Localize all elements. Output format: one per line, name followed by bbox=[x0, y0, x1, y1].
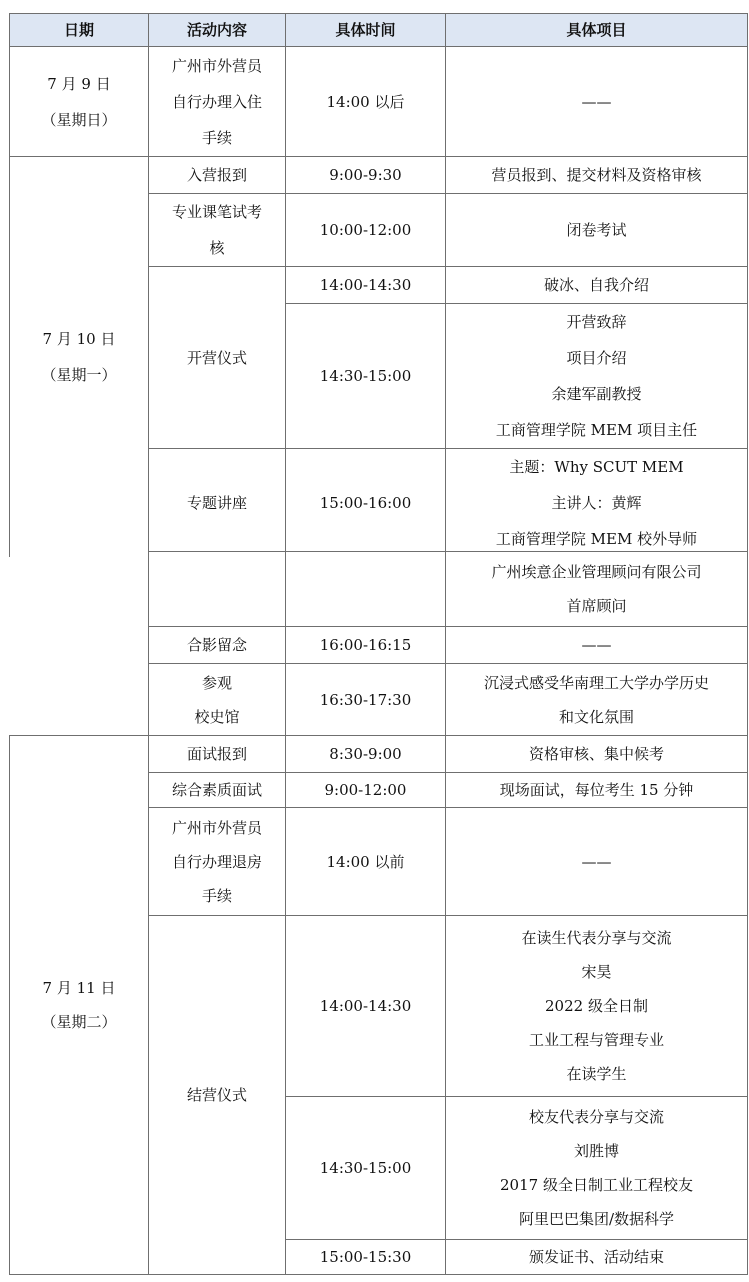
time-cell: 9:00-12:00 bbox=[286, 773, 446, 808]
activity-text: 手续 bbox=[201, 128, 232, 147]
time-cell: 14:00 以前 bbox=[286, 808, 446, 916]
time-cell: 14:00-14:30 bbox=[286, 267, 446, 304]
item-cell: —— bbox=[446, 808, 748, 916]
item-text: 工商管理学院 MEM 校外导师 bbox=[495, 530, 698, 548]
item-cell: 颁发证书、活动结束 bbox=[446, 1240, 748, 1275]
date-text: 7 月 9 日 bbox=[47, 74, 111, 93]
time-cell: 16:30-17:30 bbox=[286, 664, 446, 736]
date-cell-continued bbox=[10, 552, 149, 736]
activity-cell: 合影留念 bbox=[149, 627, 286, 664]
item-text: 开营致辞 bbox=[566, 313, 627, 331]
item-cell bbox=[446, 664, 748, 736]
time-cell: 15:00-15:30 bbox=[286, 1240, 446, 1275]
item-text: 校友代表分享与交流 bbox=[528, 1108, 664, 1126]
activity-cell bbox=[149, 47, 286, 157]
time-cell bbox=[286, 552, 446, 627]
item-cell: 破冰、自我介绍 bbox=[446, 267, 748, 304]
item-text: 刘胜博 bbox=[573, 1142, 619, 1160]
header-row bbox=[10, 14, 748, 47]
activity-cell: 结营仪式 bbox=[149, 916, 286, 1275]
time-cell: 14:00 以后 bbox=[286, 47, 446, 157]
date-cell bbox=[10, 47, 149, 157]
item-text: 广州埃意企业管理顾问有限公司 bbox=[491, 563, 702, 581]
activity-text: 校史馆 bbox=[194, 707, 240, 726]
activity-cell bbox=[149, 664, 286, 736]
item-text: 宋昊 bbox=[581, 963, 612, 981]
activity-text: 自行办理入住 bbox=[171, 92, 262, 111]
date-text: 7 月 11 日 bbox=[42, 979, 116, 997]
time-cell: 14:00-14:30 bbox=[286, 916, 446, 1097]
activity-cell: 入营报到 bbox=[149, 157, 286, 194]
item-text: 项目介绍 bbox=[566, 349, 627, 367]
header-activity: 活动内容 bbox=[149, 14, 286, 47]
time-cell: 8:30-9:00 bbox=[286, 736, 446, 773]
item-cell bbox=[446, 1097, 748, 1240]
schedule-table-bottom bbox=[9, 551, 748, 1275]
date-cell bbox=[10, 157, 149, 558]
item-text: 余建军副教授 bbox=[551, 385, 642, 403]
activity-cell bbox=[149, 552, 286, 627]
time-cell: 9:00-9:30 bbox=[286, 157, 446, 194]
header-item: 具体项目 bbox=[446, 14, 748, 47]
item-cell bbox=[446, 449, 748, 558]
item-cell bbox=[446, 916, 748, 1097]
schedule-table-top bbox=[9, 13, 748, 557]
item-cell bbox=[446, 304, 748, 449]
activity-cell bbox=[149, 808, 286, 916]
item-cell: 资格审核、集中候考 bbox=[446, 736, 748, 773]
item-text: 阿里巴巴集团/数据科学 bbox=[518, 1210, 675, 1228]
activity-text: 专业课笔试考 bbox=[171, 203, 262, 221]
activity-text: 广州市外营员 bbox=[171, 818, 262, 837]
activity-cell: 开营仪式 bbox=[149, 267, 286, 449]
item-text: 主题：Why SCUT MEM bbox=[509, 458, 684, 476]
header-time: 具体时间 bbox=[286, 14, 446, 47]
item-cell: —— bbox=[446, 627, 748, 664]
activity-cell bbox=[149, 194, 286, 267]
item-text: 工业工程与管理专业 bbox=[528, 1031, 664, 1049]
time-cell: 15:00-16:00 bbox=[286, 449, 446, 558]
item-cell bbox=[446, 552, 748, 627]
item-text: 主讲人：黄辉 bbox=[551, 494, 642, 512]
activity-text: 手续 bbox=[201, 886, 232, 905]
item-text: 2022 级全日制 bbox=[545, 997, 648, 1015]
activity-text: 自行办理退房 bbox=[171, 852, 262, 871]
item-cell: 闭卷考试 bbox=[446, 194, 748, 267]
item-cell: 现场面试，每位考生 15 分钟 bbox=[446, 773, 748, 808]
item-text: 2017 级全日制工业工程校友 bbox=[500, 1176, 693, 1194]
time-cell: 14:30-15:00 bbox=[286, 1097, 446, 1240]
time-cell: 16:00-16:15 bbox=[286, 627, 446, 664]
activity-cell: 面试报到 bbox=[149, 736, 286, 773]
item-text: 工商管理学院 MEM 项目主任 bbox=[495, 421, 698, 439]
activity-text: 核 bbox=[209, 239, 225, 257]
table-row bbox=[10, 736, 748, 773]
date-cell bbox=[10, 736, 149, 1275]
item-cell: 营员报到、提交材料及资格审核 bbox=[446, 157, 748, 194]
item-text: 在读学生 bbox=[566, 1065, 627, 1083]
weekday-text: （星期二） bbox=[41, 1013, 117, 1031]
activity-cell: 专题讲座 bbox=[149, 449, 286, 558]
weekday-text: （星期日） bbox=[41, 110, 117, 129]
table-row bbox=[10, 552, 748, 627]
item-text: 在读生代表分享与交流 bbox=[521, 929, 672, 947]
date-text: 7 月 10 日 bbox=[42, 330, 116, 348]
table-row bbox=[10, 47, 748, 157]
weekday-text: （星期一） bbox=[41, 366, 117, 384]
item-text: 和文化氛围 bbox=[558, 707, 634, 726]
time-cell: 10:00-12:00 bbox=[286, 194, 446, 267]
header-date: 日期 bbox=[10, 14, 149, 47]
item-cell: —— bbox=[446, 47, 748, 157]
activity-text: 参观 bbox=[201, 673, 232, 692]
item-text: 沉浸式感受华南理工大学办学历史 bbox=[483, 673, 709, 692]
item-text: 首席顾问 bbox=[566, 597, 627, 615]
time-cell: 14:30-15:00 bbox=[286, 304, 446, 449]
activity-text: 广州市外营员 bbox=[171, 56, 262, 75]
activity-cell: 综合素质面试 bbox=[149, 773, 286, 808]
table-row bbox=[10, 157, 748, 194]
